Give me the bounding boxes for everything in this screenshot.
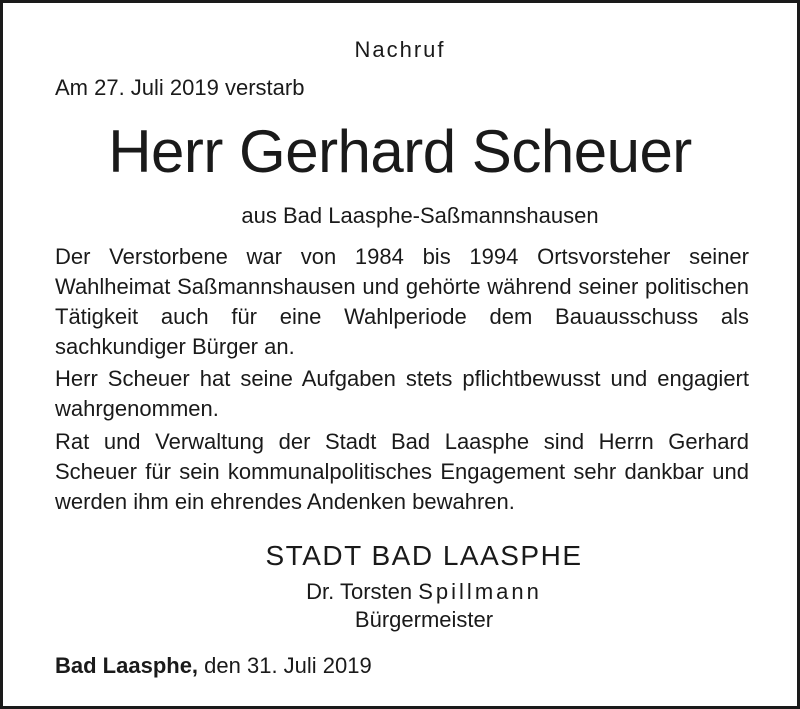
place-and-date bbox=[55, 652, 372, 680]
organization-name: STADT BAD LAASPHE bbox=[265, 540, 583, 571]
signer-name bbox=[3, 578, 797, 606]
signer-surname: Spillmann bbox=[418, 579, 542, 604]
notice-heading: Nachruf bbox=[354, 37, 446, 62]
paragraph-gratitude: Rat und Verwaltung der Stadt Bad Laasphe sind Herrn Gerhard Scheuer für sein kommunalpolitisches Engagement sehr dankbar und werden ihm ein ehrendes Andenken bewahren. bbox=[55, 429, 749, 514]
date: den 31. Juli 2019 bbox=[204, 653, 372, 678]
deceased-name: Herr Gerhard Scheuer bbox=[108, 118, 692, 185]
intro-line: Am 27. Juli 2019 verstarb bbox=[55, 75, 305, 100]
signer-title-name: Dr. Torsten bbox=[306, 579, 413, 604]
paragraph-duties: Herr Scheuer hat seine Aufgaben stets pflichtbewusst und engagiert wahrgenommen. bbox=[55, 366, 749, 421]
paragraph-tenure: Der Verstorbene war von 1984 bis 1994 Ortsvorsteher seiner Wahlheimat Saßmannshausen und gehörte während seiner politischen Tätigkeit auch für eine Wahlperiode dem Bauausschuss als sachkundiger Bürger an. bbox=[55, 244, 749, 359]
place: Bad Laasphe, bbox=[55, 653, 199, 678]
deceased-origin: aus Bad Laasphe-Saßmannshausen bbox=[241, 203, 599, 228]
signer-role: Bürgermeister bbox=[354, 607, 494, 632]
